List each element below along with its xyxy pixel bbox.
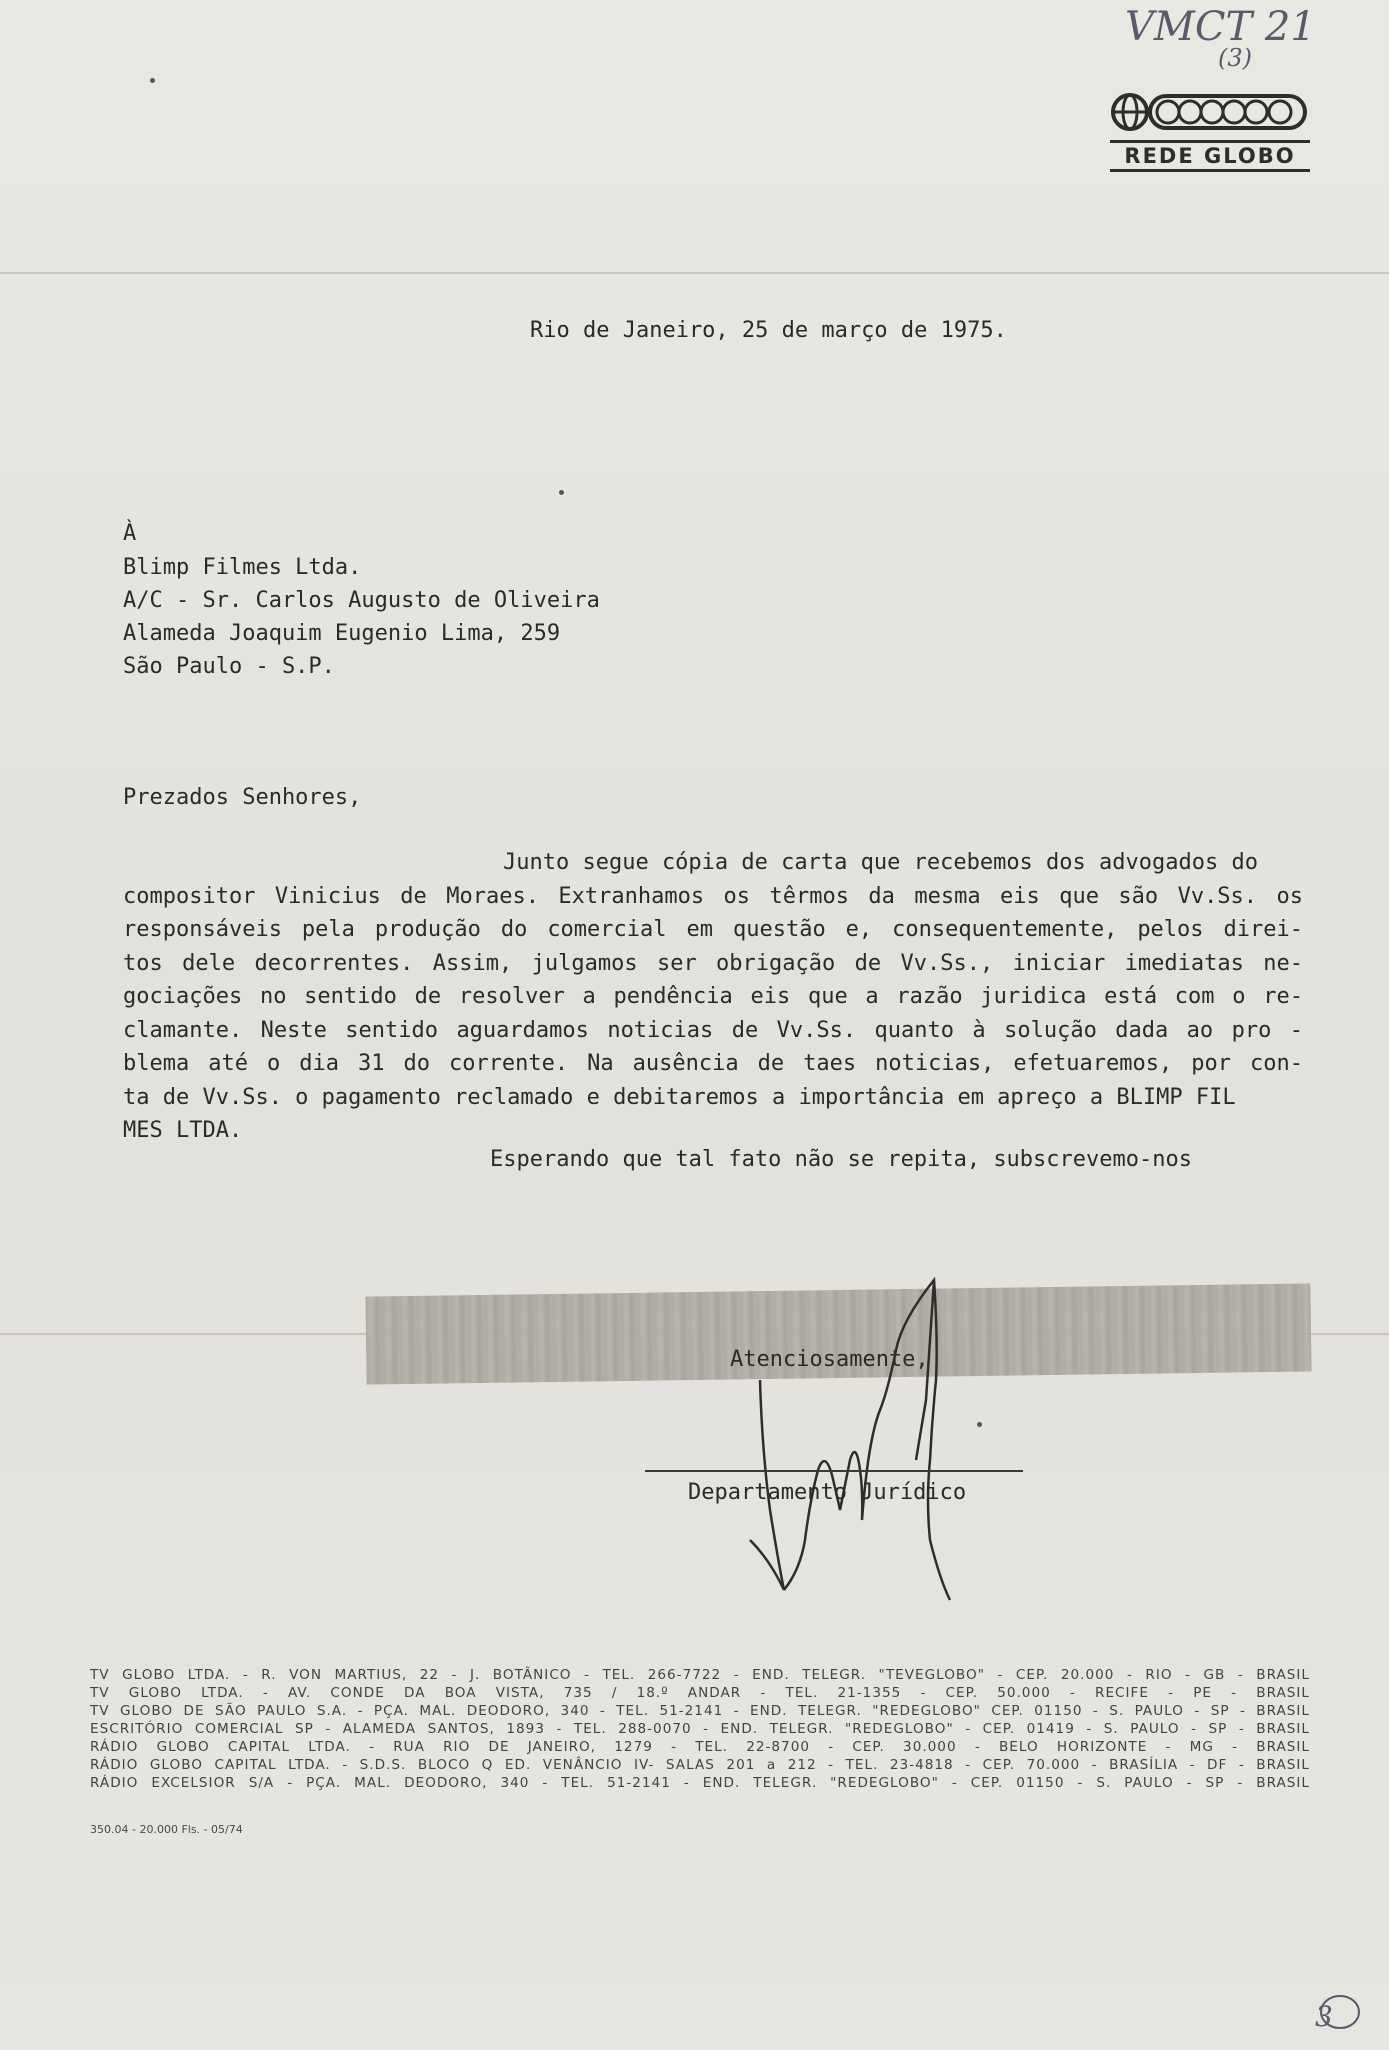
handwritten-page-number: 3 <box>1315 2000 1333 2033</box>
body-line: ta de Vv.Ss. o pagamento reclamado e debitaremos a importância em apreço a BLIMP FIL <box>123 1084 1236 1110</box>
ink-speck <box>150 78 155 83</box>
address-line: ESCRITÓRIO COMERCIAL SP - ALAMEDA SANTOS, 1893 - TEL. 288-0070 - END. TELEGR. "REDEGLOBO" - CEP. 01419 - S. PAULO - SP - BRASIL <box>90 1721 1310 1737</box>
letter-date: Rio de Janeiro, 25 de março de 1975. <box>530 318 1007 343</box>
print-run-code: 350.04 - 20.000 Fls. - 05/74 <box>90 1823 243 1836</box>
handwritten-file-reference: VMCT 21 <box>1125 4 1316 50</box>
paper-fold-line <box>0 272 1389 274</box>
globo-rings-icon <box>1110 92 1310 132</box>
recipient-city: São Paulo - S.P. <box>123 654 335 679</box>
rede-globo-logo <box>1110 92 1310 172</box>
salutation: Prezados Senhores, <box>123 785 362 810</box>
valediction: Atenciosamente, <box>730 1347 929 1372</box>
recipient-street: Alameda Joaquim Eugenio Lima, 259 <box>123 621 561 646</box>
body-line: compositor Vinicius de Moraes. Extranhamos os têrmos da mesma eis que são Vv.Ss. os <box>123 883 1303 909</box>
body-line: tos dele decorrentes. Assim, julgamos ser obrigação de Vv.Ss., iniciar imediatas ne- <box>123 950 1303 976</box>
letter-body <box>123 846 1303 1148</box>
address-line: RÁDIO GLOBO CAPITAL LTDA. - RUA RIO DE JANEIRO, 1279 - TEL. 22-8700 - CEP. 30.000 - BELO HORIZONTE - MG - BRASIL <box>90 1739 1310 1755</box>
body-line: MES LTDA. <box>123 1118 243 1143</box>
ink-speck <box>977 1422 982 1427</box>
signature-line <box>645 1470 1023 1472</box>
letterhead-addresses <box>90 1666 1310 1792</box>
address-line: RÁDIO EXCELSIOR S/A - PÇA. MAL. DEODORO, 340 - TEL. 51-2141 - END. TELEGR. "REDEGLOBO" - CEP. 01150 - S. PAULO - SP - BRASIL <box>90 1775 1310 1791</box>
ink-speck <box>559 490 564 495</box>
address-line: TV GLOBO DE SÃO PAULO S.A. - PÇA. MAL. DEODORO, 340 - TEL. 51-2141 - END. TELEGR. "REDEGLOBO" CEP. 01150 - S. PAULO - SP - BRASIL <box>90 1703 1310 1719</box>
body-line: gociações no sentido de resolver a pendência eis que a razão juridica está com o re- <box>123 984 1303 1009</box>
address-line: TV GLOBO LTDA. - R. VON MARTIUS, 22 - J. BOTÂNICO - TEL. 266-7722 - END. TELEGR. "TEVEGLOBO" - CEP. 20.000 - RIO - GB - BRASIL <box>90 1667 1310 1683</box>
signatory-department: Departamento Jurídico <box>688 1480 967 1505</box>
page-number-circle-icon <box>1318 1992 1362 2032</box>
address-line: TV GLOBO LTDA. - AV. CONDE DA BOA VISTA, 735 / 18.º ANDAR - TEL. 21-1355 - CEP. 50.000 - RECIFE - PE - BRASIL <box>90 1685 1310 1701</box>
recipient-prefix: À <box>123 521 137 546</box>
closing-sentence: Esperando que tal fato não se repita, subscrevemo-nos <box>490 1147 1192 1172</box>
body-line: blema até o dia 31 do corrente. Na ausência de taes noticias, efetuaremos, por con- <box>123 1051 1303 1076</box>
address-line: RÁDIO GLOBO CAPITAL LTDA. - S.D.S. BLOCO Q ED. VENÂNCIO IV- SALAS 201 a 212 - TEL. 23-4818 - CEP. 70.000 - BRASÍLIA - DF - BRASIL <box>90 1757 1310 1773</box>
body-line: clamante. Neste sentido aguardamos noticias de Vv.Ss. quanto à solução dada ao pro - <box>123 1017 1303 1043</box>
body-line: responsáveis pela produção do comercial em questão e, consequentemente, pelos direi- <box>123 917 1303 942</box>
recipient-company: Blimp Filmes Ltda. <box>123 555 362 580</box>
handwritten-page-marker: (3) <box>1218 44 1252 72</box>
recipient-attention: A/C - Sr. Carlos Augusto de Oliveira <box>123 588 600 613</box>
logo-wordmark: REDE GLOBO <box>1110 140 1310 172</box>
body-line: Junto segue cópia de carta que recebemos dos advogados do <box>503 850 1258 875</box>
handwritten-signature <box>700 1260 1000 1640</box>
